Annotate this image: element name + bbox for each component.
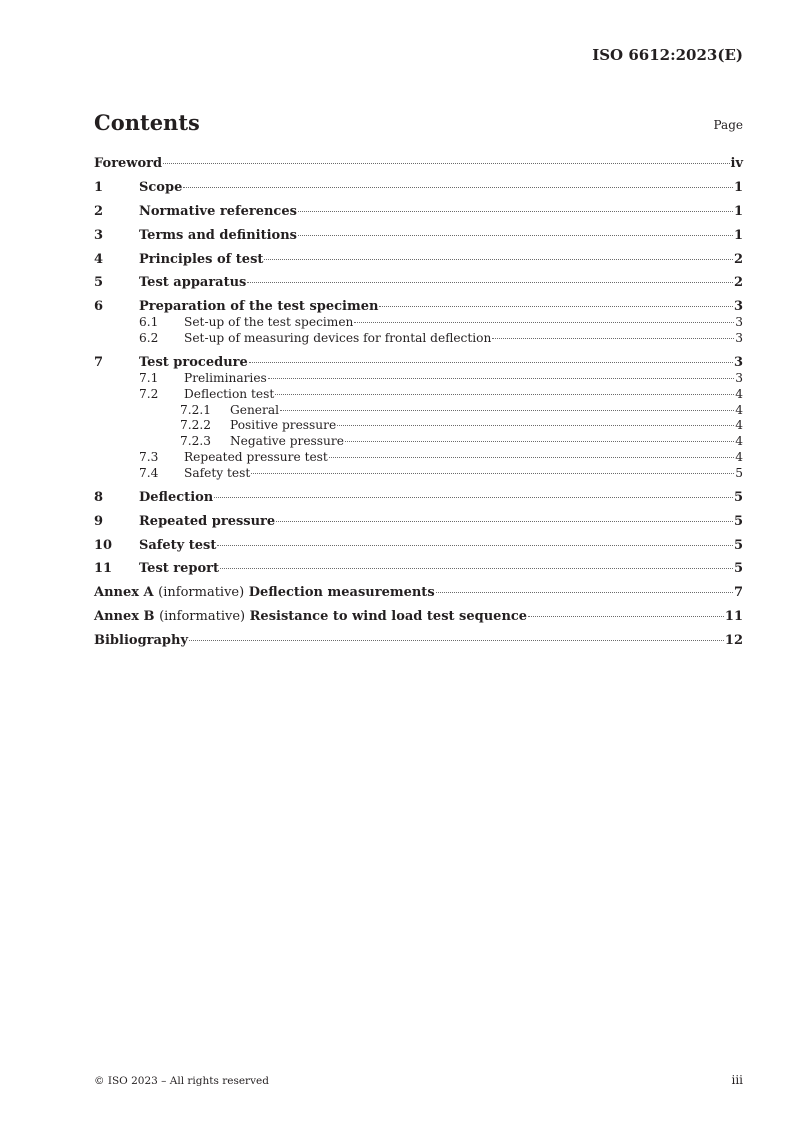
toc-entry[interactable] <box>94 299 743 315</box>
toc-entry-title: Scope <box>139 179 183 195</box>
toc-entry[interactable] <box>94 466 743 482</box>
toc-entry-number: 7.4 <box>139 465 159 480</box>
toc-entry-title: Preliminaries <box>184 370 267 385</box>
toc-entry-page: 4 <box>735 450 743 465</box>
toc-entry-page: 5 <box>733 537 743 553</box>
toc-entry[interactable] <box>94 204 743 220</box>
toc-entry[interactable] <box>94 355 743 371</box>
toc-entry-page: 2 <box>733 275 743 291</box>
dot-leader <box>298 235 733 236</box>
toc-entry-title: Safety test <box>139 537 217 553</box>
toc-entry[interactable] <box>94 331 743 347</box>
annex-note: (informative) <box>159 609 246 625</box>
dot-leader <box>220 568 733 569</box>
toc-entry-number: 7.1 <box>139 370 159 385</box>
toc-entry-page: 5 <box>733 489 743 505</box>
dot-leader <box>379 306 733 307</box>
toc-entry-number: 2 <box>94 203 104 219</box>
toc-entry-number: 8 <box>94 489 104 505</box>
toc-entry-title: Normative references <box>139 203 297 219</box>
toc-entry-number: 7.2.2 <box>180 418 212 433</box>
toc-entry[interactable] <box>94 252 743 268</box>
dot-leader <box>183 187 733 188</box>
toc-entry-title: Negative pressure <box>230 434 344 449</box>
toc-entry-title: Foreword <box>94 156 163 171</box>
toc-entry-number: 7.2.1 <box>180 402 212 417</box>
toc-entry-title: Test apparatus <box>139 275 247 291</box>
dot-leader <box>280 410 734 411</box>
table-of-contents <box>94 156 743 649</box>
dot-leader <box>214 497 733 498</box>
dot-leader <box>528 616 724 617</box>
toc-entry-page: 5 <box>733 561 743 577</box>
toc-entry-title: Repeated pressure <box>139 513 276 529</box>
toc-entry-number: 6.2 <box>139 331 159 346</box>
toc-entry-number: 7 <box>94 354 104 370</box>
dot-leader <box>436 592 733 593</box>
dot-leader <box>264 259 733 260</box>
toc-entry-number: 6.1 <box>139 315 159 330</box>
toc-entry-title: Principles of test <box>139 251 264 267</box>
toc-entry[interactable] <box>94 450 743 466</box>
toc-entry-number: 10 <box>94 537 113 553</box>
dot-leader <box>268 378 734 379</box>
toc-entry[interactable] <box>94 156 743 172</box>
toc-entry[interactable] <box>94 403 743 419</box>
toc-entry-page: 1 <box>733 227 743 243</box>
dot-leader <box>276 521 733 522</box>
toc-entry[interactable] <box>94 514 743 530</box>
toc-entry-number: 4 <box>94 251 104 267</box>
toc-entry-page: 3 <box>735 331 743 346</box>
toc-entry-page: 11 <box>724 609 743 625</box>
toc-entry-page: 5 <box>735 465 743 480</box>
toc-entry-number: 7.2 <box>139 386 159 401</box>
toc-entry-page: 3 <box>735 315 743 330</box>
toc-entry-page: iv <box>730 156 743 171</box>
toc-entry-number: 11 <box>94 561 113 577</box>
toc-entry-page: 12 <box>724 633 743 649</box>
toc-entry[interactable] <box>94 538 743 554</box>
dot-leader <box>249 362 733 363</box>
toc-entry-title: Set-up of the test specimen <box>184 315 354 330</box>
toc-entry[interactable] <box>94 490 743 506</box>
toc-entry-page: 5 <box>733 513 743 529</box>
toc-entry-title: Set-up of measuring devices for frontal deflection <box>184 331 492 346</box>
toc-entry[interactable] <box>94 434 743 450</box>
annex-title: Resistance to wind load test sequence <box>249 609 528 625</box>
page-column-label: Page <box>713 118 743 132</box>
dot-leader <box>345 441 734 442</box>
toc-entry-page: 3 <box>735 370 743 385</box>
toc-entry[interactable] <box>94 371 743 387</box>
dot-leader <box>217 545 733 546</box>
toc-entry-title <box>94 585 435 601</box>
dot-leader <box>251 473 734 474</box>
toc-entry-title: General <box>230 402 279 417</box>
annex-note: (informative) <box>158 585 245 601</box>
toc-entry[interactable] <box>94 633 743 649</box>
toc-entry-number: 7.2.3 <box>180 434 212 449</box>
toc-entry-title: Test procedure <box>139 354 248 370</box>
toc-entry[interactable] <box>94 418 743 434</box>
document-id: ISO 6612:2023(E) <box>592 46 743 64</box>
toc-entry-page: 3 <box>733 299 743 315</box>
toc-entry-title: Bibliography <box>94 633 189 649</box>
toc-entry-number: 7.3 <box>139 450 159 465</box>
toc-entry-number: 6 <box>94 299 104 315</box>
toc-entry-page: 3 <box>733 354 743 370</box>
toc-entry-page: 4 <box>735 434 743 449</box>
toc-entry-title: Terms and definitions <box>139 227 297 243</box>
annex-title: Deflection measurements <box>248 585 435 601</box>
contents-heading: Contents <box>94 110 200 135</box>
toc-entry-title: Repeated pressure test <box>184 450 328 465</box>
page-number: iii <box>731 1073 743 1087</box>
toc-entry-page: 1 <box>733 179 743 195</box>
toc-entry[interactable] <box>94 275 743 291</box>
dot-leader <box>189 640 724 641</box>
toc-entry-page: 7 <box>733 585 743 601</box>
copyright-notice: © ISO 2023 – All rights reserved <box>94 1075 269 1087</box>
toc-entry-title: Deflection <box>139 489 214 505</box>
toc-entry-page: 4 <box>735 402 743 417</box>
toc-entry[interactable] <box>94 585 743 601</box>
toc-entry[interactable] <box>94 228 743 244</box>
toc-entry-title: Deflection test <box>184 386 275 401</box>
toc-entry-number: 5 <box>94 275 104 291</box>
dot-leader <box>354 322 734 323</box>
dot-leader <box>247 282 733 283</box>
toc-entry-title: Test report <box>139 561 220 577</box>
toc-entry[interactable] <box>94 609 743 625</box>
toc-entry[interactable] <box>94 180 743 196</box>
toc-entry-page: 4 <box>735 386 743 401</box>
annex-label: Annex B <box>94 609 155 625</box>
toc-entry-number: 9 <box>94 513 104 529</box>
toc-entry-title: Preparation of the test specimen <box>139 299 379 315</box>
dot-leader <box>492 338 734 339</box>
dot-leader <box>163 163 729 164</box>
toc-entry-page: 2 <box>733 251 743 267</box>
toc-entry[interactable] <box>94 561 743 577</box>
toc-entry-title <box>94 609 527 625</box>
toc-entry-title: Safety test <box>184 465 251 480</box>
toc-entry-page: 4 <box>735 418 743 433</box>
toc-entry-page: 1 <box>733 203 743 219</box>
annex-label: Annex A <box>94 585 154 601</box>
toc-entry-title: Positive pressure <box>230 418 337 433</box>
dot-leader <box>275 394 734 395</box>
toc-entry-number: 3 <box>94 227 104 243</box>
dot-leader <box>298 211 733 212</box>
toc-entry[interactable] <box>94 387 743 403</box>
dot-leader <box>337 425 734 426</box>
dot-leader <box>329 457 734 458</box>
toc-entry[interactable] <box>94 315 743 331</box>
toc-entry-number: 1 <box>94 179 104 195</box>
